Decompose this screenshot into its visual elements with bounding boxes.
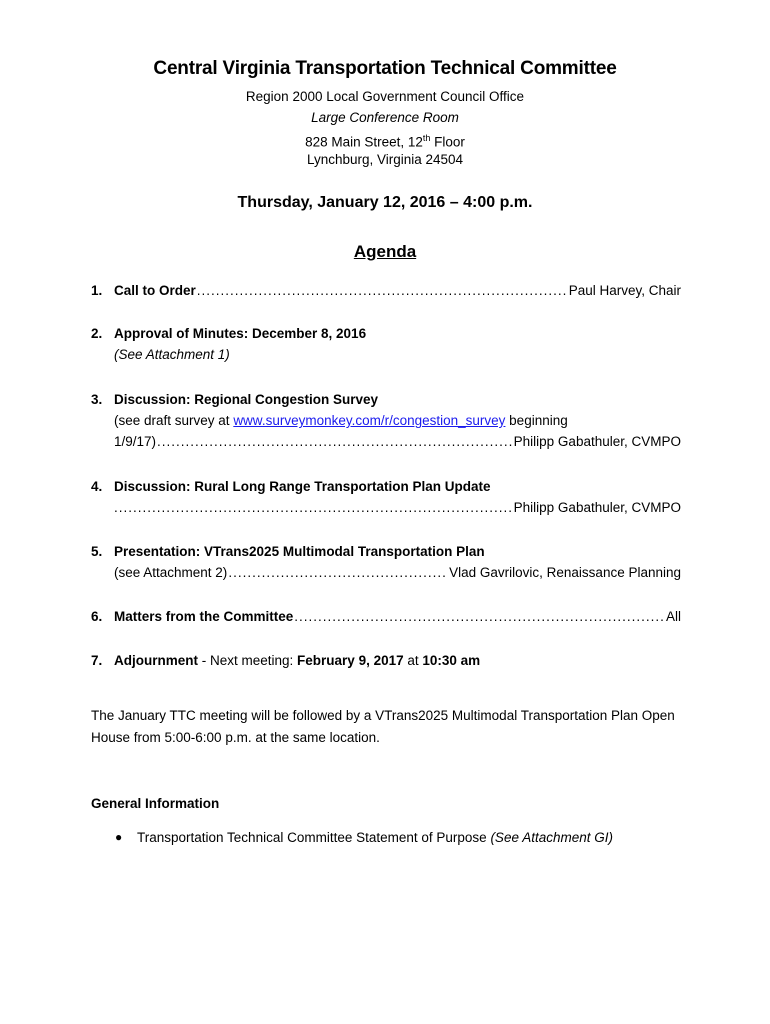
item-presenter: Vlad Gavrilovic, Renaissance Planning xyxy=(449,565,681,580)
next-meeting-date: February 9, 2017 xyxy=(297,653,404,668)
statement-of-purpose-text: Transportation Technical Committee Statement of Purpose xyxy=(137,830,491,845)
leader-dots xyxy=(197,280,568,301)
next-meeting-at: at xyxy=(403,653,423,668)
bullet-icon: ● xyxy=(115,830,123,844)
item-line xyxy=(114,650,681,671)
agenda-heading: Agenda xyxy=(353,242,417,261)
item-attachment-note: (See Attachment 1) xyxy=(114,347,230,362)
item-number: 1. xyxy=(91,283,103,298)
item-presenter: Philipp Gabathuler, CVMPO xyxy=(513,500,681,515)
item-presenter: All xyxy=(665,609,681,624)
item-title: Adjournment xyxy=(114,653,198,668)
item-presenter: Philipp Gabathuler, CVMPO xyxy=(513,434,681,449)
item-title: Discussion: Rural Long Range Transportation Plan Update xyxy=(114,479,491,494)
item-title: Call to Order xyxy=(114,283,196,298)
item-number: 3. xyxy=(91,392,103,407)
item-title: Presentation: VTrans2025 Multimodal Transportation Plan xyxy=(114,544,485,559)
street-address-floor: Floor xyxy=(430,134,465,150)
document-title: Central Virginia Transportation Technical Committee xyxy=(153,58,617,79)
item-date: 1/9/17) xyxy=(114,434,157,449)
next-meeting-label: - Next meeting: xyxy=(198,653,298,668)
desc-prefix: (see draft survey at xyxy=(114,413,234,428)
floor-ordinal-suffix: th xyxy=(422,133,431,143)
leader-dots xyxy=(228,562,448,583)
leader-dots xyxy=(114,497,513,518)
item-presenter: Paul Harvey, Chair xyxy=(568,283,681,298)
item-title: Discussion: Regional Congestion Survey xyxy=(114,392,379,407)
item-title: Matters from the Committee xyxy=(114,609,294,624)
item-number: 2. xyxy=(91,326,103,341)
item-number: 6. xyxy=(91,609,103,624)
general-info-list-item xyxy=(115,830,613,845)
desc-suffix: beginning xyxy=(505,413,568,428)
street-address-main: 828 Main Street, 12 xyxy=(305,134,423,150)
attachment-gi-note: (See Attachment GI) xyxy=(490,830,613,845)
bullet-text xyxy=(137,830,613,845)
office-name: Region 2000 Local Government Council Office xyxy=(245,89,525,104)
item-number: 7. xyxy=(91,653,103,668)
meeting-date: Thursday, January 12, 2016 – 4:00 p.m. xyxy=(237,194,533,211)
item-description xyxy=(114,410,681,431)
survey-link[interactable]: www.surveymonkey.com/r/congestion_survey xyxy=(233,413,506,428)
next-meeting-time: 10:30 am xyxy=(422,653,481,668)
open-house-note: The January TTC meeting will be followed by a VTrans2025 Multimodal Transportation Plan Open House from 5:00-6:00 p.m. at the same location. xyxy=(91,708,675,745)
leader-dots xyxy=(157,431,513,452)
general-information-heading: General Information xyxy=(91,796,220,811)
item-number: 5. xyxy=(91,544,103,559)
leader-dots xyxy=(294,606,665,627)
item-title: Approval of Minutes: December 8, 2016 xyxy=(114,326,367,341)
room-name: Large Conference Room xyxy=(311,110,459,125)
item-description: (see Attachment 2) xyxy=(114,565,228,580)
item-number: 4. xyxy=(91,479,103,494)
city-state-zip: Lynchburg, Virginia 24504 xyxy=(306,152,464,167)
